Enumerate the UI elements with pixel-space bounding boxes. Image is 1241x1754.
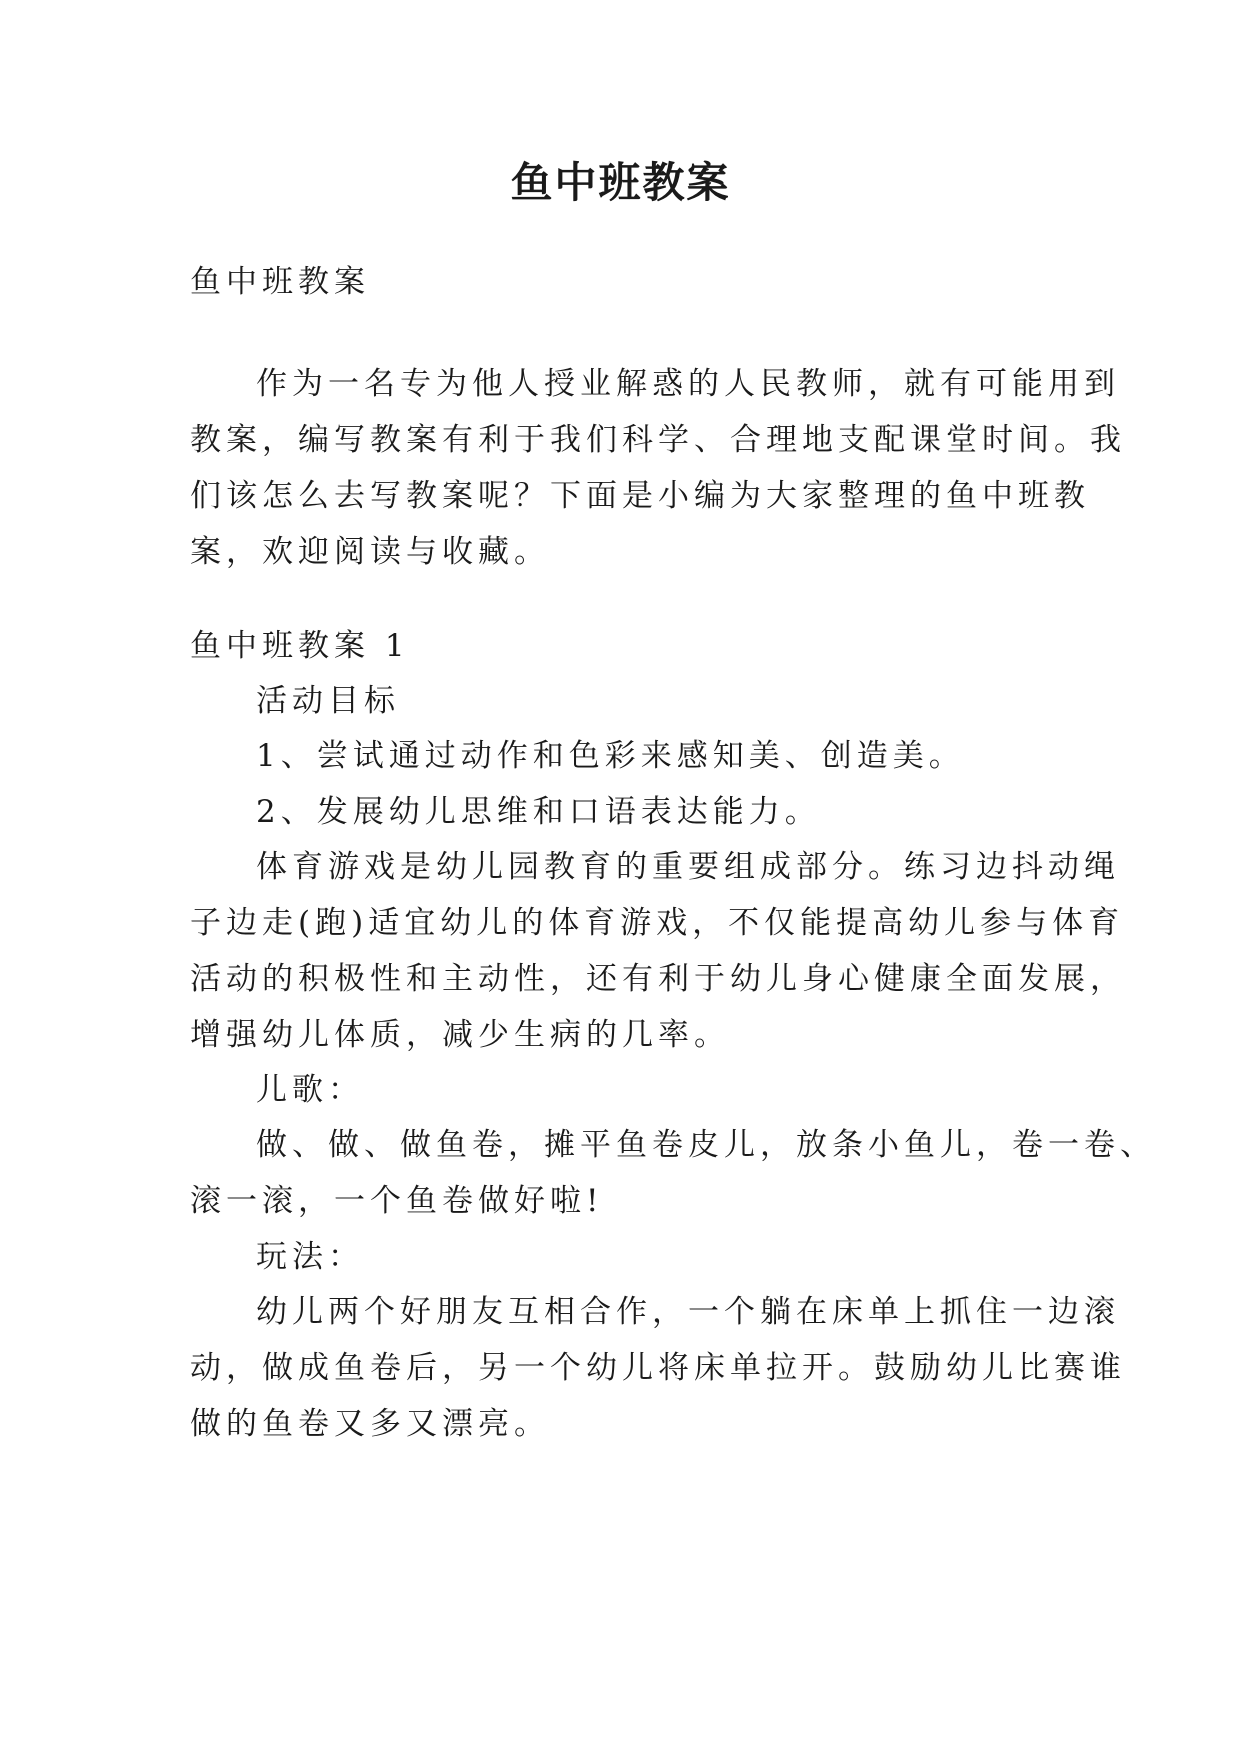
play-line: 做的鱼卷又多又漂亮。	[190, 1406, 550, 1442]
goal-heading: 活动目标	[256, 683, 400, 719]
intro-line: 们该怎么去写教案呢？下面是小编为大家整理的鱼中班教	[190, 478, 1090, 514]
song-line: 滚一滚，一个鱼卷做好啦!	[190, 1183, 604, 1219]
document-subtitle: 鱼中班教案	[190, 264, 370, 300]
section-heading: 鱼中班教案 1	[190, 628, 410, 664]
song-heading: 儿歌：	[256, 1072, 364, 1108]
play-heading: 玩法：	[256, 1239, 364, 1275]
paragraph-line: 体育游戏是幼儿园教育的重要组成部分。练习边抖动绳	[256, 849, 1120, 885]
song-line: 做、做、做鱼卷，摊平鱼卷皮儿，放条小鱼儿，卷一卷、	[256, 1127, 1156, 1163]
paragraph-line: 活动的积极性和主动性，还有利于幼儿身心健康全面发展，	[190, 961, 1126, 997]
intro-line: 作为一名专为他人授业解惑的人民教师，就有可能用到	[256, 366, 1120, 402]
goal-item: 2、发展幼儿思维和口语表达能力。	[256, 794, 821, 830]
paragraph-line: 子边走(跑)适宜幼儿的体育游戏，不仅能提高幼儿参与体育	[190, 905, 1125, 941]
goal-item: 1、尝试通过动作和色彩来感知美、创造美。	[256, 738, 965, 774]
play-line: 动，做成鱼卷后，另一个幼儿将床单拉开。鼓励幼儿比赛谁	[190, 1350, 1126, 1386]
paragraph-line: 增强幼儿体质，减少生病的几率。	[190, 1017, 730, 1053]
play-line: 幼儿两个好朋友互相合作，一个躺在床单上抓住一边滚	[256, 1294, 1120, 1330]
intro-line: 教案，编写教案有利于我们科学、合理地支配课堂时间。我	[190, 422, 1126, 458]
intro-line: 案，欢迎阅读与收藏。	[190, 534, 550, 570]
document-title: 鱼中班教案	[510, 158, 731, 207]
